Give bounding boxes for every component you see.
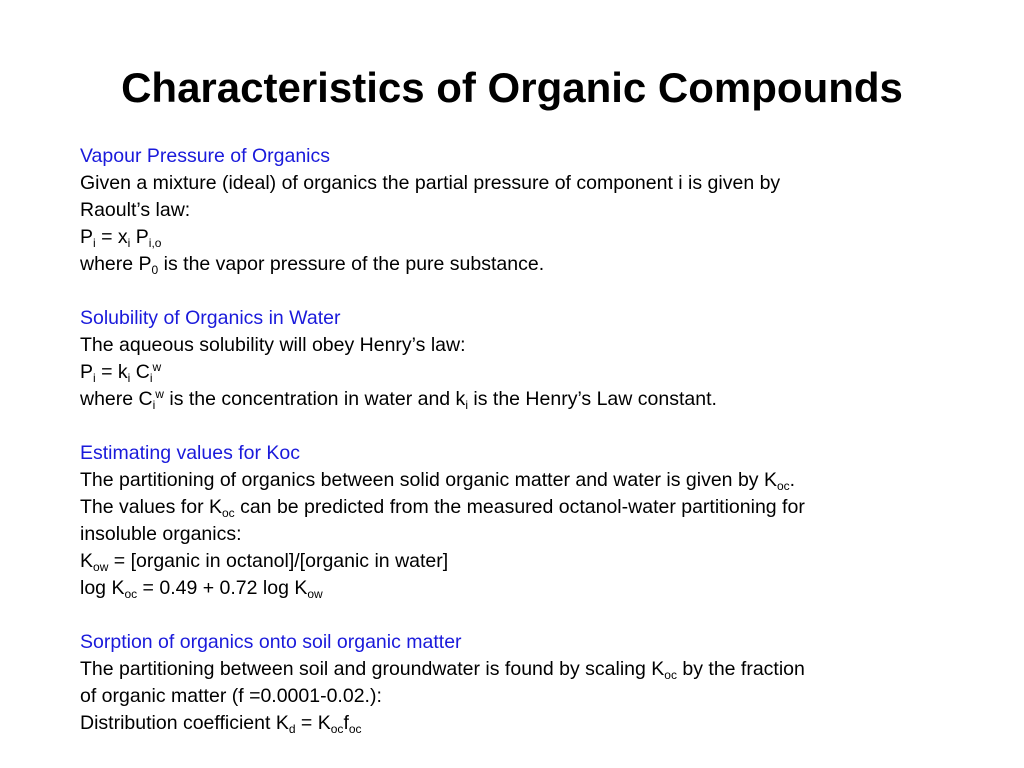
section-heading-sorption: Sorption of organics onto soil organic matter bbox=[80, 631, 462, 653]
eq-term: = k bbox=[95, 361, 128, 383]
eq-subscript: i bbox=[152, 398, 156, 412]
eq-subscript: oc bbox=[221, 506, 235, 520]
eq-term: f bbox=[343, 712, 349, 734]
kow-equation bbox=[80, 548, 960, 575]
eq-subscript: oc bbox=[664, 668, 677, 682]
eq-subscript: ow bbox=[93, 560, 109, 574]
eq-subscript: oc bbox=[776, 479, 790, 493]
koc-text-line-3: insoluble organics: bbox=[80, 523, 242, 545]
eq-subscript: i bbox=[93, 371, 96, 385]
eq-term: P bbox=[80, 226, 94, 248]
eq-term: P bbox=[130, 226, 149, 248]
text-run: The partitioning between soil and groundwater is found by scaling K bbox=[80, 658, 665, 680]
text-run: . bbox=[789, 469, 796, 491]
eq-term: K bbox=[80, 550, 94, 572]
koc-text-line-1 bbox=[80, 467, 960, 494]
text-run: by the fraction bbox=[676, 658, 805, 680]
eq-subscript: i bbox=[127, 236, 131, 250]
sorption-text-line-2: of organic matter (f =0.0001-0.02.): bbox=[80, 685, 382, 707]
text-run: is the concentration in water and k bbox=[163, 388, 466, 410]
eq-term: = 0.49 + 0.72 log K bbox=[137, 577, 308, 599]
eq-subscript: i bbox=[127, 371, 131, 385]
section-heading-koc: Estimating values for Koc bbox=[80, 442, 301, 464]
text-run: The partitioning of organics between solid organic matter and water is given by K bbox=[80, 469, 777, 491]
spacer bbox=[80, 413, 960, 440]
henry-equation bbox=[80, 359, 960, 386]
eq-term: log K bbox=[80, 577, 125, 599]
eq-term: C bbox=[130, 361, 150, 383]
raoult-equation bbox=[80, 224, 960, 251]
vapour-text-line-2: Raoult’s law: bbox=[80, 199, 191, 221]
eq-subscript: 0 bbox=[151, 263, 159, 277]
eq-term: P bbox=[80, 361, 94, 383]
text-run: is the vapor pressure of the pure substance. bbox=[158, 253, 545, 275]
text-run: is the Henry’s Law constant. bbox=[467, 388, 717, 410]
eq-superscript: w bbox=[152, 360, 162, 374]
eq-term: = [organic in octanol]/[organic in water] bbox=[108, 550, 449, 572]
vapour-text-line-1: Given a mixture (ideal) of organics the partial pressure of component i is given by bbox=[80, 172, 781, 194]
slide-body bbox=[80, 143, 960, 737]
text-run: can be predicted from the measured octanol-water partitioning for bbox=[234, 496, 805, 518]
text-run: where P bbox=[80, 253, 152, 275]
eq-subscript: i,o bbox=[148, 236, 162, 250]
solubility-where-line bbox=[80, 386, 960, 413]
sorption-text-line-1 bbox=[80, 656, 960, 683]
koc-text-line-2 bbox=[80, 494, 960, 521]
eq-subscript: i bbox=[149, 371, 153, 385]
text-run: where C bbox=[80, 388, 153, 410]
section-heading-vapour-pressure: Vapour Pressure of Organics bbox=[80, 145, 331, 167]
solubility-text-line-1: The aqueous solubility will obey Henry’s law: bbox=[80, 334, 466, 356]
kd-equation bbox=[80, 710, 960, 737]
vapour-where-line bbox=[80, 251, 960, 278]
spacer bbox=[80, 602, 960, 629]
eq-term: = K bbox=[295, 712, 331, 734]
eq-subscript: d bbox=[288, 722, 296, 736]
slide-title: Characteristics of Organic Compounds bbox=[121, 64, 903, 111]
spacer bbox=[80, 278, 960, 305]
eq-subscript: oc bbox=[348, 722, 362, 736]
eq-subscript: i bbox=[93, 236, 96, 250]
section-heading-solubility: Solubility of Organics in Water bbox=[80, 307, 341, 329]
eq-subscript: oc bbox=[124, 587, 138, 601]
log-koc-equation bbox=[80, 575, 960, 602]
eq-term: Distribution coefficient K bbox=[80, 712, 289, 734]
eq-subscript: ow bbox=[307, 587, 323, 601]
eq-superscript: w bbox=[155, 387, 164, 401]
eq-term: = x bbox=[95, 226, 128, 248]
eq-subscript: oc bbox=[330, 722, 344, 736]
eq-subscript: i bbox=[465, 398, 468, 412]
text-run: The values for K bbox=[80, 496, 222, 518]
